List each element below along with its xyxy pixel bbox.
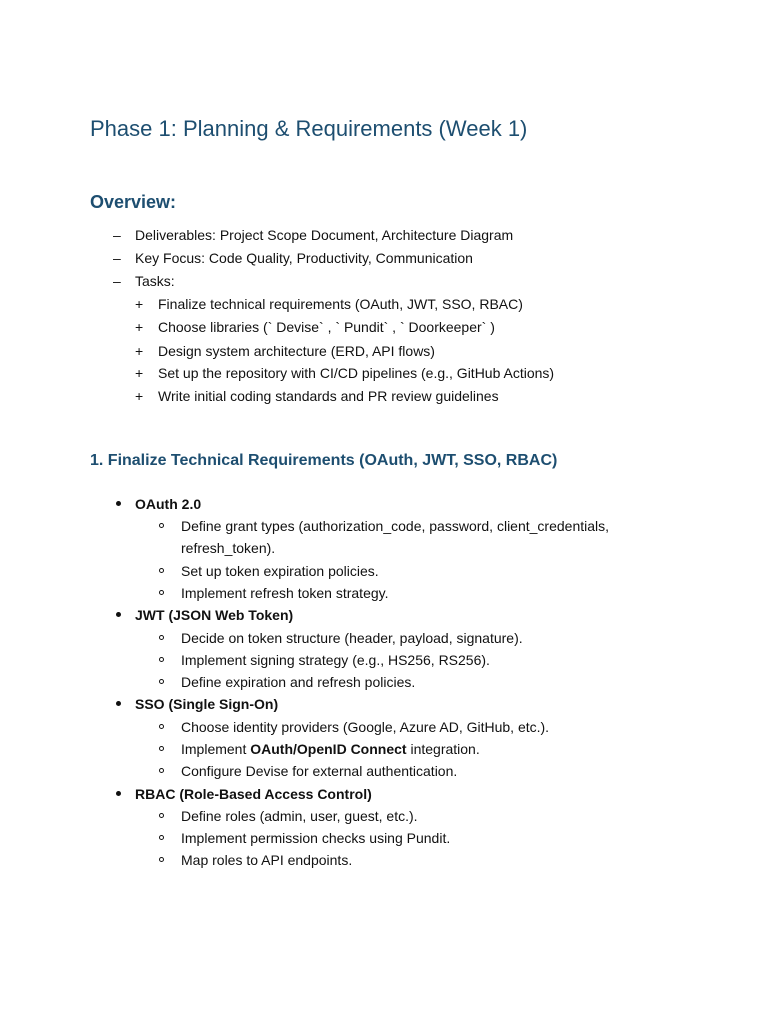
- dash-marker: –: [113, 227, 121, 243]
- plus-marker: +: [135, 388, 144, 404]
- page-title: Phase 1: Planning & Requirements (Week 1): [90, 116, 528, 141]
- bullet-circle-icon: [159, 590, 164, 595]
- sso-item-suffix: integration.: [406, 741, 480, 757]
- oauth-item-continuation: refresh_token).: [181, 540, 276, 556]
- sso-item: Configure Devise for external authentication.: [181, 763, 458, 779]
- jwt-item: Decide on token structure (header, payload, signature).: [181, 630, 523, 646]
- rbac-item: Define roles (admin, user, guest, etc.).: [181, 808, 418, 824]
- plus-marker: +: [135, 343, 144, 359]
- oauth-item: Define grant types (authorization_code, password, client_credentials,: [181, 518, 610, 534]
- bullet-dot-icon: [116, 612, 121, 617]
- dash-marker: –: [113, 250, 121, 266]
- bullet-dot-icon: [116, 501, 121, 506]
- bullet-circle-icon: [159, 835, 164, 840]
- rbac-item: Map roles to API endpoints.: [181, 852, 353, 868]
- plus-marker: +: [135, 319, 144, 335]
- bullet-circle-icon: [159, 657, 164, 662]
- sso-item-emphasis: OAuth/OpenID Connect: [250, 741, 407, 757]
- bullet-circle-icon: [159, 635, 164, 640]
- bullet-circle-icon: [159, 679, 164, 684]
- jwt-item: Define expiration and refresh policies.: [181, 674, 416, 690]
- bullet-circle-icon: [159, 746, 164, 751]
- bullet-circle-icon: [159, 768, 164, 773]
- jwt-label: JWT (JSON Web Token): [135, 607, 294, 623]
- overview-tasks-label: Tasks:: [135, 273, 175, 289]
- jwt-item: Implement signing strategy (e.g., HS256, RS256).: [181, 652, 490, 668]
- section-heading: 1. Finalize Technical Requirements (OAuth, JWT, SSO, RBAC): [90, 452, 558, 469]
- oauth-label: OAuth 2.0: [135, 496, 202, 512]
- task-item: Choose libraries (` Devise` , ` Pundit` , ` Doorkeeper` ): [158, 319, 495, 335]
- bullet-circle-icon: [159, 523, 164, 528]
- bullet-circle-icon: [159, 813, 164, 818]
- task-item: Design system architecture (ERD, API flows): [158, 343, 435, 359]
- sso-label: SSO (Single Sign-On): [135, 696, 279, 712]
- overview-key-focus: Key Focus: Code Quality, Productivity, Communication: [135, 250, 473, 266]
- task-item: Finalize technical requirements (OAuth, JWT, SSO, RBAC): [158, 296, 523, 312]
- overview-heading: Overview:: [90, 192, 177, 212]
- sso-item-prefix: Implement: [181, 741, 251, 757]
- sso-item: [181, 740, 480, 758]
- bullet-circle-icon: [159, 568, 164, 573]
- plus-marker: +: [135, 365, 144, 381]
- oauth-item: Set up token expiration policies.: [181, 563, 379, 579]
- task-item: Write initial coding standards and PR review guidelines: [158, 388, 499, 404]
- bullet-dot-icon: [116, 791, 121, 796]
- rbac-label: RBAC (Role-Based Access Control): [135, 786, 372, 802]
- oauth-item: Implement refresh token strategy.: [181, 585, 389, 601]
- plus-marker: +: [135, 296, 144, 312]
- bullet-circle-icon: [159, 857, 164, 862]
- bullet-dot-icon: [116, 701, 121, 706]
- bullet-circle-icon: [159, 724, 164, 729]
- task-item: Set up the repository with CI/CD pipelines (e.g., GitHub Actions): [158, 365, 555, 381]
- rbac-item: Implement permission checks using Pundit.: [181, 830, 451, 846]
- sso-item: Choose identity providers (Google, Azure AD, GitHub, etc.).: [181, 719, 550, 735]
- dash-marker: –: [113, 273, 121, 289]
- overview-deliverables: Deliverables: Project Scope Document, Architecture Diagram: [135, 227, 514, 243]
